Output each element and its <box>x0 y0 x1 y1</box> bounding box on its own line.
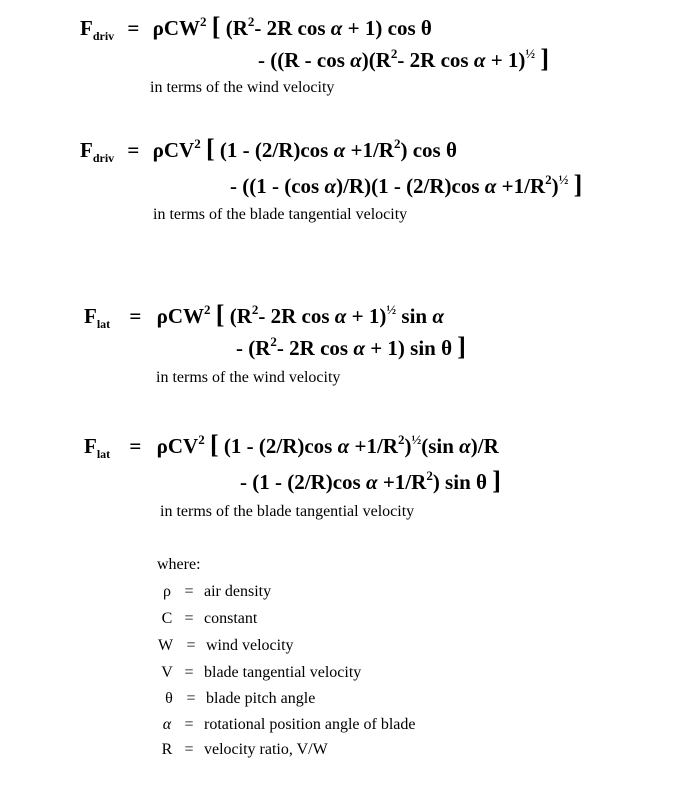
eq3-open-bracket: [ <box>215 300 225 329</box>
eq4-open-bracket: [ <box>209 430 219 459</box>
eq4-line1 <box>84 432 499 460</box>
legend-symbol: C <box>161 610 173 627</box>
eq4-line1-expr: (1 - (2/R)cos $\alpha +1/R^2)^{\frac{1}{2}}(\sin$ α)/R <box>223 432 499 458</box>
eq4-line2-expr: - (1 - (2/R)cos $\alpha +1/R^2$) sin θ <box>240 468 487 494</box>
eq2-caption: in terms of the blade tangential velocity <box>153 206 408 223</box>
eq1-line1-expr: ($R^2-$ 2R cos α + 1) cos θ <box>225 14 432 40</box>
legend-heading: where: <box>157 556 201 573</box>
eq2-open-bracket: [ <box>205 134 215 163</box>
legend-item-alpha <box>160 717 416 733</box>
eq2-equals: = <box>127 138 140 162</box>
eq2-line1 <box>80 136 457 164</box>
legend-item-theta <box>162 691 315 707</box>
eq1-coefficient: ρCW$^2$ <box>152 14 207 40</box>
eq2-coefficient: ρCV$^2$ <box>152 136 201 162</box>
eq1-close-bracket: ] <box>540 44 550 73</box>
legend-equals: = <box>184 610 194 627</box>
eq4-coefficient: ρCV$^2$ <box>156 432 205 458</box>
eq3-caption: in terms of the wind velocity <box>156 369 341 386</box>
legend-symbol: ρ <box>163 583 171 600</box>
legend-item-w <box>158 638 294 654</box>
legend-symbol: W <box>158 637 174 654</box>
eq1-line2-expr: - ($(R - \cos \alpha)(R^2-$ 2R cos α + 1)$^{\frac{1}{2}}$ <box>258 46 536 72</box>
legend-item-r <box>160 742 328 758</box>
eq2-line2 <box>230 172 582 198</box>
eq1-force-symbol: $F_{driv}$ <box>80 16 115 43</box>
eq3-line2-expr: - ($R^2-$ 2R cos α + 1) sin θ <box>236 334 453 360</box>
legend-meaning: rotational position angle of blade <box>204 716 416 733</box>
eq2-close-bracket: ] <box>573 170 583 199</box>
eq3-coefficient: ρCW$^2$ <box>156 302 211 328</box>
eq1-line1 <box>80 14 432 42</box>
eq4-line2 <box>240 468 501 494</box>
eq2-line2-expr: - ((1 - (cos α)/R)(1 - (2/R)cos $\alpha +1/R^2)^{\frac{1}{2}}$ <box>230 172 569 198</box>
legend-item-c <box>160 611 257 627</box>
eq3-equals: = <box>129 304 142 328</box>
legend-symbol: θ <box>165 690 173 707</box>
eq4-caption: in terms of the blade tangential velocity <box>160 503 415 520</box>
legend-equals: = <box>184 583 194 600</box>
legend-meaning: constant <box>204 610 258 627</box>
eq3-close-bracket: ] <box>457 332 466 361</box>
legend-meaning: blade tangential velocity <box>204 664 362 681</box>
eq3-force-symbol: $F_{lat}$ <box>84 304 111 331</box>
legend-equals: = <box>184 741 194 758</box>
eq2-force-symbol: $F_{driv}$ <box>80 138 115 165</box>
legend-symbol: α <box>162 716 172 733</box>
legend-item-rho <box>160 584 271 600</box>
eq3-line1 <box>84 302 444 330</box>
legend-meaning: air density <box>204 583 272 600</box>
legend-equals: = <box>186 690 196 707</box>
eq1-equals: = <box>127 16 140 40</box>
legend-symbol: R <box>161 741 173 758</box>
legend-equals: = <box>186 637 196 654</box>
eq3-line1-expr: ($R^2-$ 2R cos α + 1)$^{\frac{1}{2}}$ sin α <box>229 302 444 328</box>
eq1-line2 <box>258 46 549 72</box>
legend-symbol: V <box>161 664 173 681</box>
eq1-caption: in terms of the wind velocity <box>150 79 335 96</box>
eq3-line2 <box>236 334 466 360</box>
eq1-open-bracket: [ <box>211 12 221 41</box>
eq2-line1-expr: (1 - (2/R)cos $\alpha +1/R^2$) cos θ <box>219 136 457 162</box>
eq4-equals: = <box>129 434 142 458</box>
legend-meaning: wind velocity <box>206 637 294 654</box>
legend-meaning: blade pitch angle <box>206 690 316 707</box>
eq4-force-symbol: $F_{lat}$ <box>84 434 111 461</box>
legend-item-v <box>160 665 361 681</box>
eq4-close-bracket: ] <box>492 466 501 495</box>
legend-meaning: velocity ratio, V/W <box>204 741 328 758</box>
legend-equals: = <box>184 716 194 733</box>
legend-equals: = <box>184 664 194 681</box>
